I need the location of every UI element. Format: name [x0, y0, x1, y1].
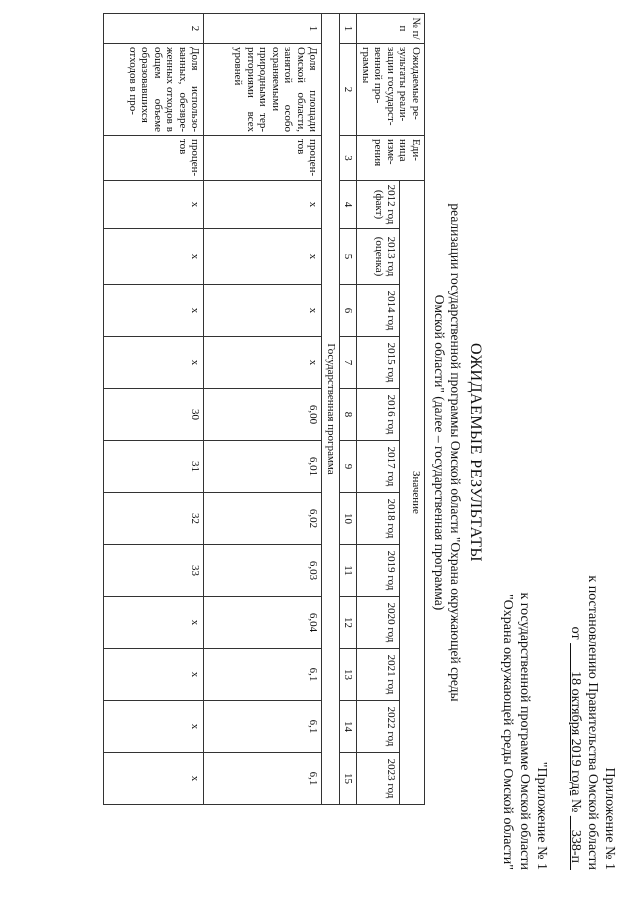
row-value: 6,04 [204, 597, 322, 649]
year-header: 2018 год [357, 493, 400, 545]
col-number: 8 [340, 389, 358, 441]
year-header: 2023 год [357, 753, 400, 805]
program-name: "Охрана окружающей среды Омской области" [500, 593, 515, 870]
resolution-reference: к постановлению Правительства Омской области [585, 575, 600, 870]
appendix-title: Приложение № 1 [602, 767, 617, 870]
row-value: x [104, 701, 204, 753]
year-header: 2021 год [357, 649, 400, 701]
row-value: 6,01 [204, 441, 322, 493]
row-value: x [204, 337, 322, 389]
row-value: 32 [104, 493, 204, 545]
col-head-unit: Еди-ница изме-рения [357, 136, 425, 181]
row-value: x [104, 753, 204, 805]
row-value: x [104, 649, 204, 701]
row-value: 6,00 [204, 389, 322, 441]
col-number: 2 [340, 44, 358, 136]
col-number: 12 [340, 597, 358, 649]
col-head-result: Ожидаемые ре-зультаты реали-зации государст-венной про-граммы [357, 44, 425, 136]
page-subtitle: реализации государственной программы Омской области "Охрана окружающей среды Омской области" (далее – государственная программа) [432, 203, 463, 702]
row-value: 6,1 [204, 701, 322, 753]
row-num: 1 [204, 14, 322, 44]
row-value: 6,02 [204, 493, 322, 545]
year-header: 2019 год [357, 545, 400, 597]
year-header: 2020 год [357, 597, 400, 649]
year-header: 2013 год (оценка) [357, 229, 400, 285]
year-header: 2015 год [357, 337, 400, 389]
col-number: 4 [340, 181, 358, 229]
row-num: 2 [104, 14, 204, 44]
row-value: x [104, 181, 204, 229]
appendix-header [567, 575, 618, 870]
date-number-line: от 18 октября 2019 года № 338-п [568, 626, 583, 863]
section-row [322, 14, 340, 805]
col-head-num: № п/п [357, 14, 425, 44]
col-head-values: Значение [400, 181, 425, 805]
row-value: x [104, 229, 204, 285]
row-result: Доля площади Омской области, занятой особо охраняемыми природными тер-риториями всех уровней [204, 44, 322, 136]
row-unit: процен-тов [204, 136, 322, 181]
program-reference: к государственной программе Омской области [517, 592, 532, 870]
col-number: 15 [340, 753, 358, 805]
col-number: 11 [340, 545, 358, 597]
header-row [400, 14, 425, 805]
program-appendix-title: "Приложение № 1 [534, 761, 549, 870]
row-value: x [204, 229, 322, 285]
row-value: x [104, 337, 204, 389]
row-value: 30 [104, 389, 204, 441]
row-value: x [104, 285, 204, 337]
col-number: 1 [340, 14, 358, 44]
row-value: 31 [104, 441, 204, 493]
col-number: 14 [340, 701, 358, 753]
col-number: 6 [340, 285, 358, 337]
year-header: 2012 год (факт) [357, 181, 400, 229]
year-header: 2017 год [357, 441, 400, 493]
col-number: 7 [340, 337, 358, 389]
col-number: 10 [340, 493, 358, 545]
row-value: 6,03 [204, 545, 322, 597]
year-header: 2022 год [357, 701, 400, 753]
table-row [204, 14, 322, 805]
col-number: 5 [340, 229, 358, 285]
row-value: 6,1 [204, 753, 322, 805]
year-header: 2014 год [357, 285, 400, 337]
document-date: 18 октября 2019 года [568, 671, 583, 796]
row-value: x [204, 285, 322, 337]
column-number-row [340, 14, 358, 805]
table-row [104, 14, 204, 805]
row-result: Доля использо-ванных, обезвре-женных отходов в общем объеме образовавшихся отходов в про- [104, 44, 204, 136]
col-number: 3 [340, 136, 358, 181]
year-header: 2016 год [357, 389, 400, 441]
row-value: x [204, 181, 322, 229]
row-value: 6,1 [204, 649, 322, 701]
page-title: ОЖИДАЕМЫЕ РЕЗУЛЬТАТЫ [467, 343, 484, 562]
row-unit: процен-тов [104, 136, 204, 181]
col-number: 9 [340, 441, 358, 493]
col-number: 13 [340, 649, 358, 701]
results-table [104, 13, 426, 805]
section-title: Государственная программа [322, 14, 340, 805]
row-value: x [104, 597, 204, 649]
row-value: 33 [104, 545, 204, 597]
document-number: 338-п [568, 829, 583, 863]
program-appendix-header [499, 592, 550, 870]
